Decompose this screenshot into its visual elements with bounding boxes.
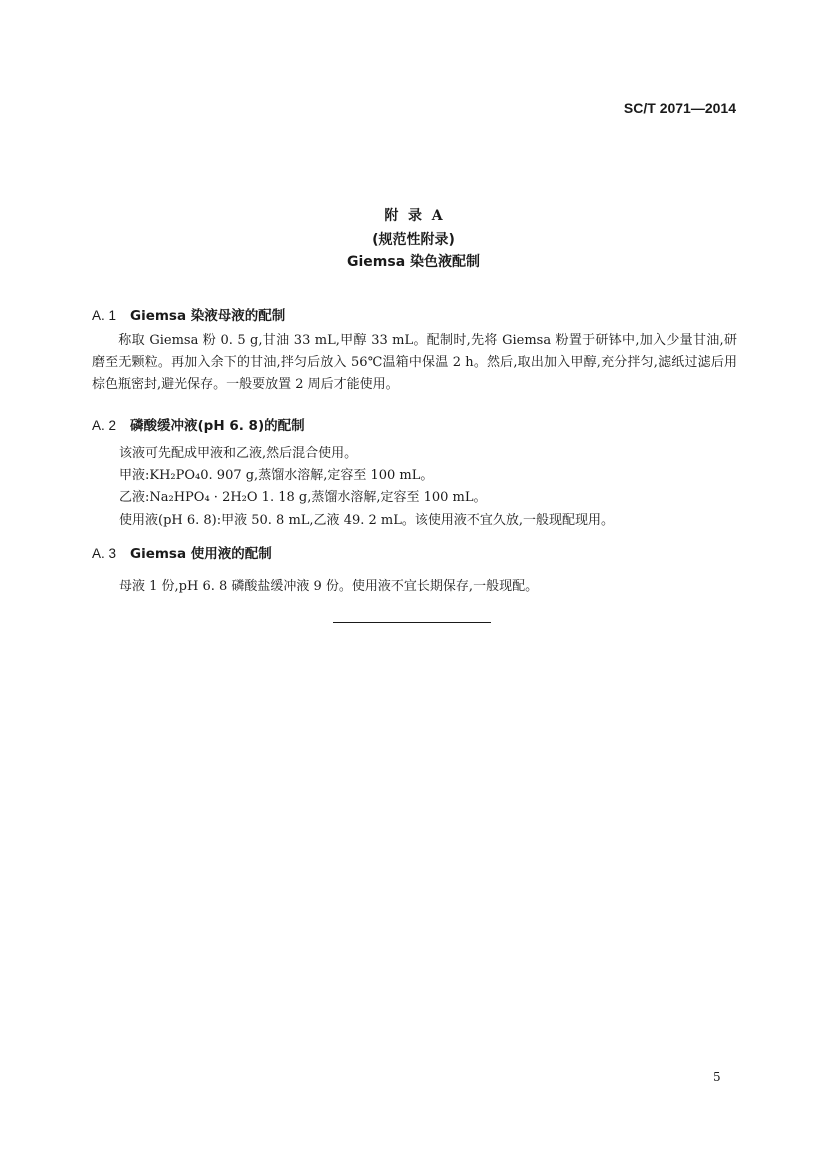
section-paragraph [92,330,737,396]
page-number: 5 [713,1070,721,1084]
appendix-title: 附 录 A [384,208,443,224]
text-line: 甲液:KH₂PO₄0. 907 g,蒸馏水溶解,定容至 100 mL。 [119,468,434,483]
section-title: 磷酸缓冲液(pH 6. 8)的配制 [130,418,305,434]
text-line: 乙液:Na₂HPO₄ · 2H₂O 1. 18 g,蒸馏水溶解,定容至 100 mL。 [119,490,487,505]
section-number: A. 3 [92,546,117,561]
paragraph-text: 称取 Giemsa 粉 0. 5 g,甘油 33 mL,甲醇 33 mL。配制时,先将 Giemsa 粉置于研钵中,加入少量甘油,研磨至无颗粒。再加入余下的甘油,拌匀后放入 56℃温箱中保温 2 h。然后,取出加入甲醇,充分拌匀,滤纸过滤后用棕色瓶密封,避光保存。一般要放置 2 周后才能使用。 [92,333,737,392]
end-rule [333,622,491,623]
section-number: A. 2 [92,418,117,433]
appendix-name: Giemsa 染色液配制 [346,254,481,270]
section-heading [92,304,285,324]
section-heading [92,542,272,562]
section-number: A. 1 [92,308,117,323]
text-line: 母液 1 份,pH 6. 8 磷酸盐缓冲液 9 份。使用液不宜长期保存,一般现配。 [119,579,539,594]
section-title: Giemsa 使用液的配制 [130,546,272,562]
text-line: 该液可先配成甲液和乙液,然后混合使用。 [119,446,358,461]
appendix-subtitle: (规范性附录) [372,232,455,248]
standard-number: SC/T 2071—2014 [623,100,736,116]
text-line: 使用液(pH 6. 8):甲液 50. 8 mL,乙液 49. 2 mL。该使用液不宜久放,一般现配现用。 [119,513,614,528]
section-heading [92,414,305,434]
section-title: Giemsa 染液母液的配制 [130,308,286,324]
